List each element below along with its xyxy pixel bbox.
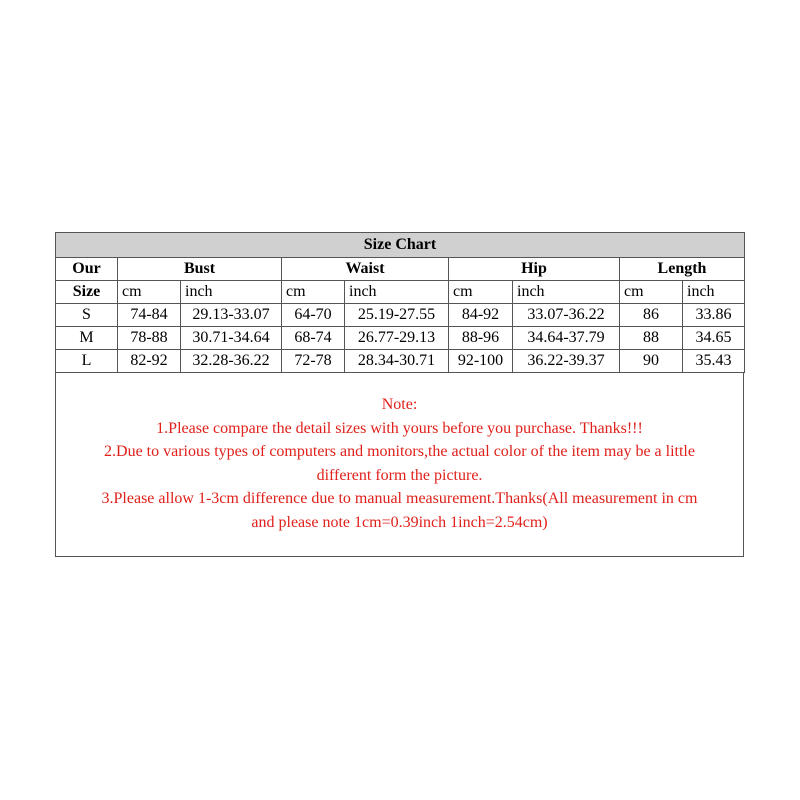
waist-cm: 72-78 — [282, 350, 345, 373]
size-label: M — [56, 327, 118, 350]
size-label: L — [56, 350, 118, 373]
table-row — [56, 327, 745, 350]
hip-inch: 34.64-37.79 — [513, 327, 620, 350]
header-bust: Bust — [118, 258, 282, 281]
header-size: Size — [56, 281, 118, 304]
length-cm: 86 — [620, 304, 683, 327]
length-inch: 35.43 — [683, 350, 745, 373]
title-row — [56, 233, 745, 258]
bust-cm: 78-88 — [118, 327, 181, 350]
size-label: S — [56, 304, 118, 327]
waist-cm: 68-74 — [282, 327, 345, 350]
unit-inch: inch — [513, 281, 620, 304]
bust-inch: 30.71-34.64 — [181, 327, 282, 350]
waist-cm: 64-70 — [282, 304, 345, 327]
unit-inch: inch — [683, 281, 745, 304]
bust-cm: 82-92 — [118, 350, 181, 373]
note-line: different form the picture. — [316, 466, 483, 484]
header-hip: Hip — [449, 258, 620, 281]
length-inch: 33.86 — [683, 304, 745, 327]
table-row — [56, 350, 745, 373]
note-line: and please note 1cm=0.39inch 1inch=2.54cm) — [251, 513, 548, 531]
length-cm: 90 — [620, 350, 683, 373]
hip-inch: 36.22-39.37 — [513, 350, 620, 373]
unit-cm: cm — [282, 281, 345, 304]
group-header-row — [56, 258, 745, 281]
note-line: 3.Please allow 1-3cm difference due to manual measurement.Thanks(All measurement in cm — [101, 490, 698, 507]
unit-cm: cm — [449, 281, 513, 304]
waist-inch: 25.19-27.55 — [345, 304, 449, 327]
note-heading: Note: — [381, 396, 418, 413]
length-inch: 34.65 — [683, 327, 745, 350]
bust-inch: 32.28-36.22 — [181, 350, 282, 373]
chart-title: Size Chart — [56, 233, 745, 258]
bust-inch: 29.13-33.07 — [181, 304, 282, 327]
unit-cm: cm — [118, 281, 181, 304]
size-chart-table — [55, 232, 745, 373]
hip-cm: 92-100 — [449, 350, 513, 373]
unit-header-row — [56, 281, 745, 304]
size-chart — [55, 232, 744, 557]
length-cm: 88 — [620, 327, 683, 350]
hip-cm: 84-92 — [449, 304, 513, 327]
unit-inch: inch — [181, 281, 282, 304]
header-our: Our — [56, 258, 118, 281]
waist-inch: 26.77-29.13 — [345, 327, 449, 350]
header-waist: Waist — [282, 258, 449, 281]
note-line: 2.Due to various types of computers and monitors,the actual color of the item may be a little — [104, 443, 695, 460]
waist-inch: 28.34-30.71 — [345, 350, 449, 373]
hip-cm: 88-96 — [449, 327, 513, 350]
hip-inch: 33.07-36.22 — [513, 304, 620, 327]
header-length: Length — [620, 258, 745, 281]
note-line: 1.Please compare the detail sizes with yours before you purchase. Thanks!!! — [156, 419, 643, 437]
bust-cm: 74-84 — [118, 304, 181, 327]
unit-cm: cm — [620, 281, 683, 304]
table-row — [56, 304, 745, 327]
notes-section — [55, 373, 744, 557]
unit-inch: inch — [345, 281, 449, 304]
